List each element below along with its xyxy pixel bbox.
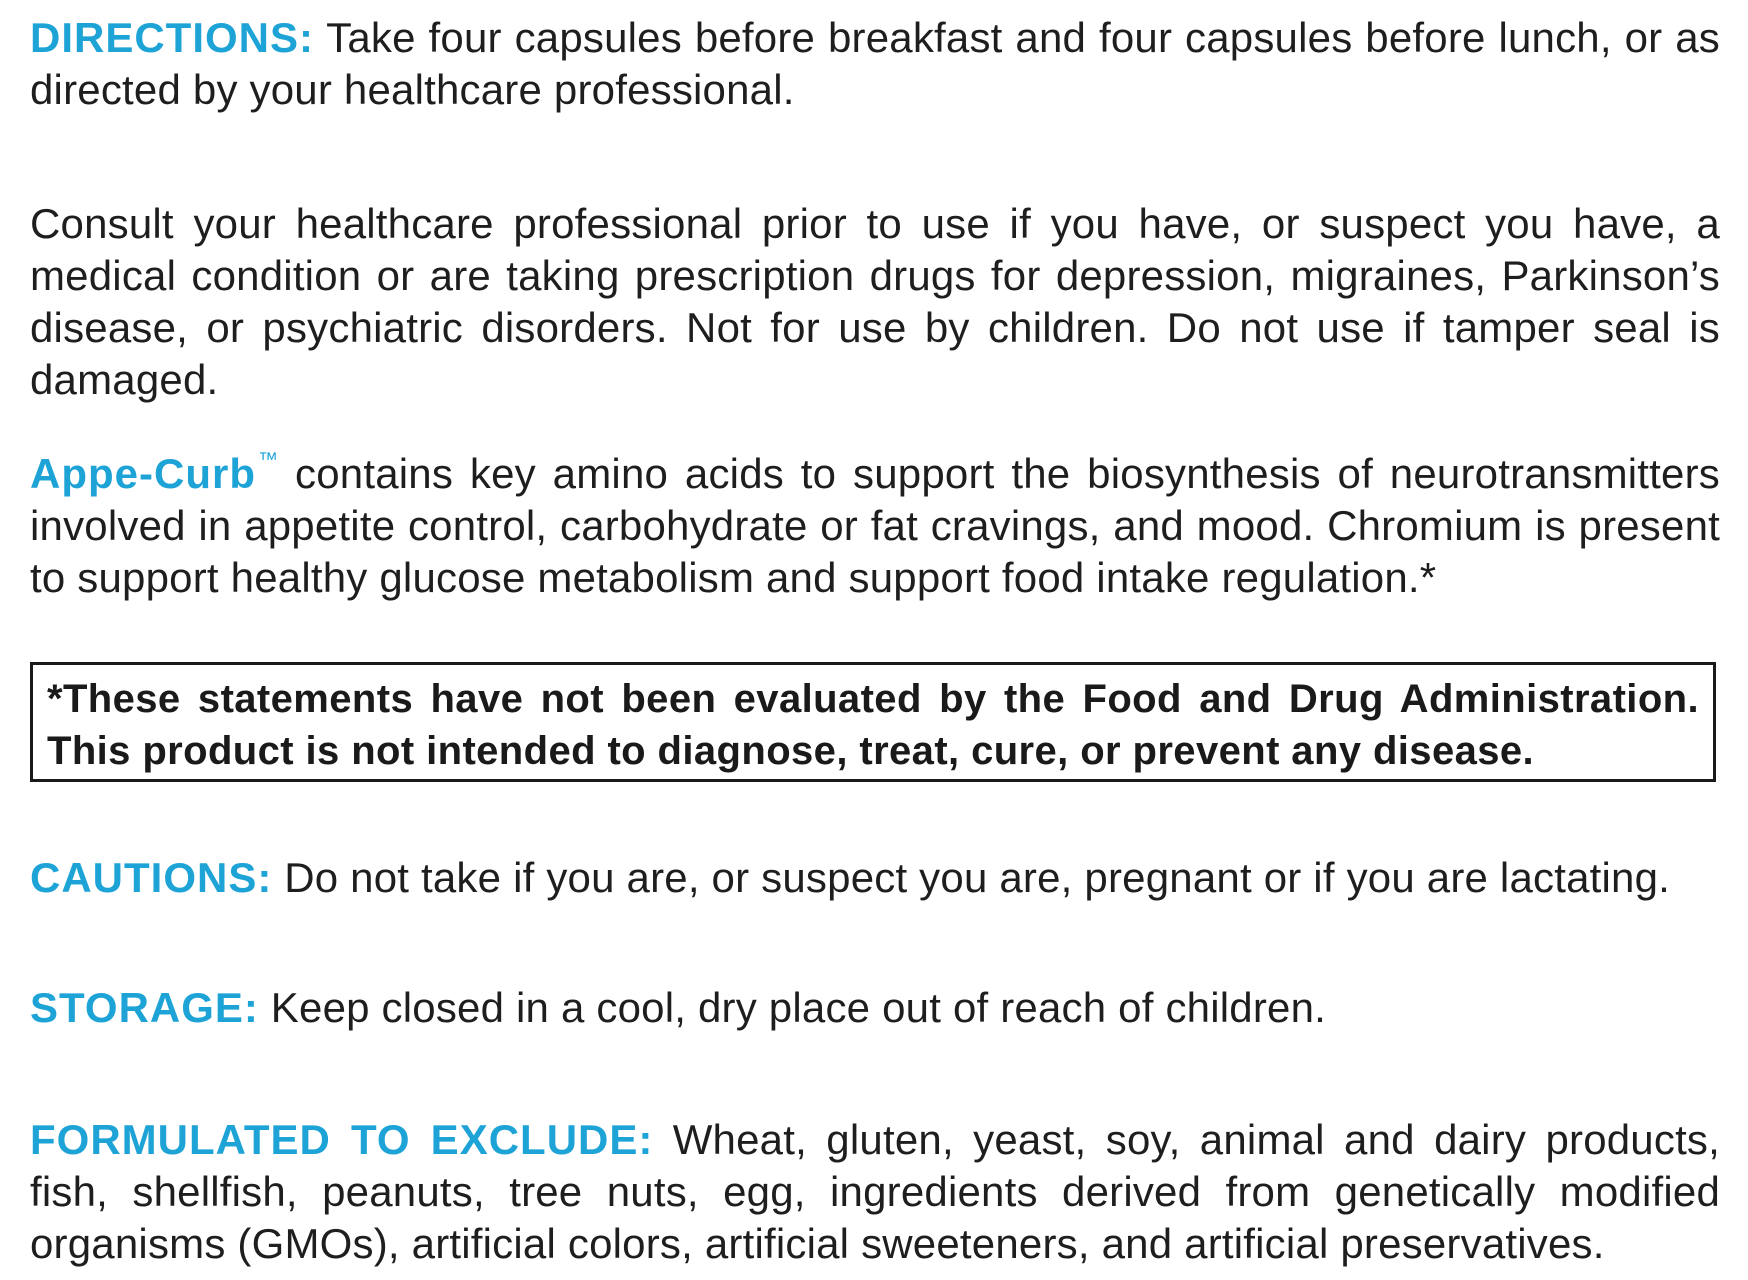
directions-heading: DIRECTIONS: [30,14,314,61]
trademark-symbol: ™ [257,449,279,471]
storage-paragraph [30,982,1720,1034]
directions-text: Take four capsules before breakfast and four capsules before lunch, or as directed by your healthcare professional. [30,14,1720,113]
product-name: Appe-Curb [30,450,256,497]
consult-text: Consult your healthcare professional prior to use if you have, or suspect you have, a medical condition or are taking prescription drugs for depression, migraines, Parkinson’s disease, or psychiatric disorders. Not for use by children. Do not use if tamper seal is damaged. [30,200,1720,403]
cautions-text: Do not take if you are, or suspect you are, pregnant or if you are lactating. [272,854,1671,901]
fda-disclaimer-box [30,662,1716,782]
product-description-paragraph [30,434,1720,604]
cautions-paragraph [30,852,1720,904]
fda-disclaimer-text: *These statements have not been evaluated by the Food and Drug Administration. This product is not intended to diagnose, treat, cure, or prevent any disease. [47,677,1699,773]
storage-heading: STORAGE: [30,984,259,1031]
consult-paragraph [30,198,1720,406]
cautions-heading: CAUTIONS: [30,854,273,901]
product-description-text: contains key amino acids to support the biosynthesis of neurotransmitters involved in appetite control, carbohydrate or fat cravings, and mood. Chromium is present to support healthy glucose metabolism and support food intake regulation.* [30,450,1720,601]
exclude-paragraph [30,1114,1720,1270]
exclude-heading: FORMULATED TO EXCLUDE: [30,1116,654,1163]
directions-paragraph [30,12,1720,116]
exclude-text: Wheat, gluten, yeast, soy, animal and dairy products, fish, shellfish, peanuts, tree nuts, egg, ingredients derived from genetically modified organisms (GMOs), artificial colors, artificial sweeteners, and artificial preservatives. [30,1116,1721,1267]
storage-text: Keep closed in a cool, dry place out of reach of children. [258,984,1327,1031]
